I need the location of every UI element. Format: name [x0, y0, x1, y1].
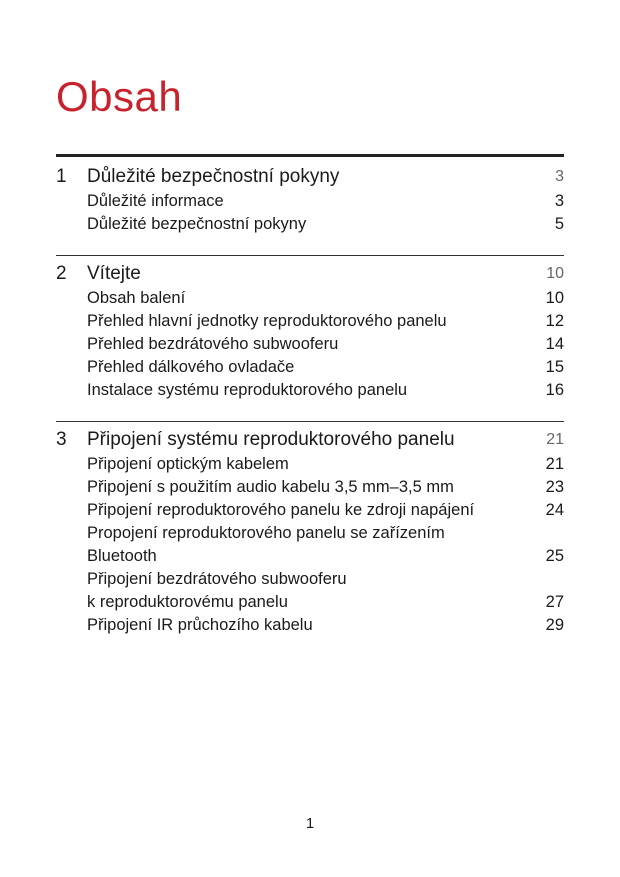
toc-entry-title: Připojení s použitím audio kabelu 3,5 mm–3,5 mm [87, 478, 454, 496]
toc-entry-page: 24 [545, 501, 564, 519]
toc-entry[interactable] [56, 333, 564, 356]
toc-entry-page: 29 [545, 616, 564, 634]
toc-entry-page: 14 [545, 335, 564, 353]
toc-entry[interactable] [56, 499, 564, 522]
page-title: Obsah [56, 73, 183, 120]
toc-entry-title: Důležité informace [87, 192, 224, 210]
toc-entry-page: 3 [554, 192, 564, 210]
section-title: Připojení systému reproduktorového panelu [87, 429, 455, 450]
toc-entry-title: Propojení reproduktorového panelu se zařízením Bluetooth [87, 524, 445, 565]
section-divider [56, 154, 564, 157]
toc-entry-title: Důležité bezpečnostní pokyny [87, 215, 307, 233]
section-divider [56, 255, 564, 256]
toc-entry[interactable] [56, 522, 564, 568]
section-number: 1 [56, 166, 67, 187]
toc-entry[interactable] [56, 213, 564, 236]
toc-entry-page: 10 [545, 289, 564, 307]
toc-section-heading[interactable] [56, 427, 564, 453]
toc-entry[interactable] [56, 287, 564, 310]
toc-entry-title: Instalace systému reproduktorového panelu [87, 381, 408, 399]
toc-entry-page: 5 [554, 215, 564, 233]
toc-entry-title: Přehled dálkového ovladače [87, 358, 295, 376]
toc-section-3 [56, 421, 564, 637]
toc-entry-page: 23 [545, 478, 564, 496]
toc-entry-title: Obsah balení [87, 289, 186, 307]
toc-section-2 [56, 255, 564, 402]
section-divider [56, 421, 564, 422]
section-title: Důležité bezpečnostní pokyny [87, 166, 340, 187]
toc-entry-page: 15 [545, 358, 564, 376]
toc-entry-title: Připojení reproduktorového panelu ke zdroji napájení [87, 501, 475, 519]
page-number: 1 [305, 815, 315, 832]
toc-entry[interactable] [56, 379, 564, 402]
section-page-number: 21 [546, 431, 564, 448]
toc-entry[interactable] [56, 356, 564, 379]
toc-section-1 [56, 154, 564, 236]
toc-entry-page: 25 [545, 547, 564, 565]
toc-entry-title: Přehled bezdrátového subwooferu [87, 335, 339, 353]
toc-entry-title: Přehled hlavní jednotky reproduktorového panelu [87, 312, 447, 330]
toc-entry-page: 16 [545, 381, 564, 399]
section-title: Vítejte [87, 263, 141, 284]
toc-entry-page: 12 [545, 312, 564, 330]
section-page-number: 10 [546, 265, 564, 282]
toc-entry[interactable] [56, 568, 564, 614]
toc-entry-page: 21 [545, 455, 564, 473]
toc-entry-page: 27 [545, 593, 564, 611]
toc-entry[interactable] [56, 310, 564, 333]
toc-entry-title: Připojení IR průchozího kabelu [87, 616, 313, 634]
toc-entry[interactable] [56, 453, 564, 476]
toc-entry[interactable] [56, 614, 564, 637]
section-number: 2 [56, 263, 67, 284]
toc-entry-title: Připojení bezdrátového subwooferu k reproduktorovému panelu [87, 570, 347, 611]
toc-section-heading[interactable] [56, 164, 564, 190]
toc-entry[interactable] [56, 190, 564, 213]
toc-entry[interactable] [56, 476, 564, 499]
toc-entry-title: Připojení optickým kabelem [87, 455, 289, 473]
toc-section-heading[interactable] [56, 261, 564, 287]
section-page-number: 3 [555, 168, 564, 185]
section-number: 3 [56, 429, 67, 450]
